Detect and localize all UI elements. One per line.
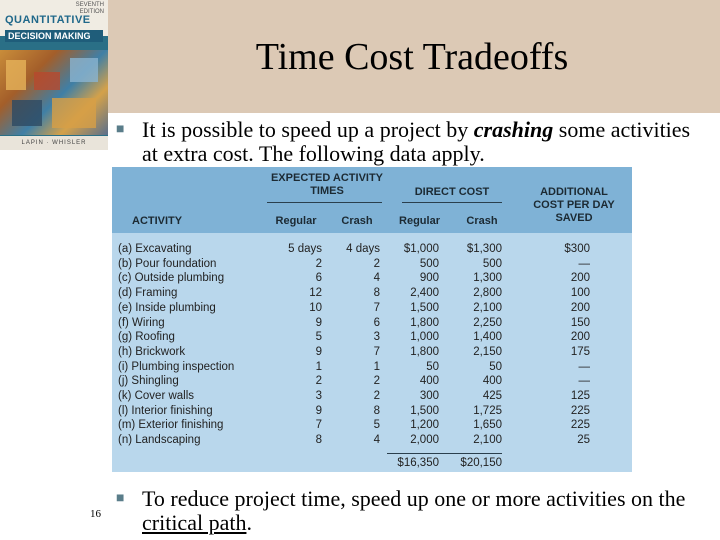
cell-regular: 1: [315, 360, 322, 373]
cell-regular: 9: [315, 404, 322, 417]
table-row: [112, 434, 632, 449]
cell-cost-crash: 2,250: [473, 316, 502, 329]
cell-activity: (f) Wiring: [118, 316, 165, 329]
book-cover-image: [0, 0, 108, 150]
header-crash-cost: Crash: [466, 215, 498, 227]
header-direct-cost: DIRECT COST: [414, 186, 490, 198]
cell-regular: 3: [315, 390, 322, 402]
table-row: [112, 331, 632, 346]
cell-crash: 1: [373, 360, 380, 373]
table-row: [112, 390, 632, 405]
book-edition: SEVENTH EDITION: [75, 2, 104, 15]
cell-additional: 125: [570, 390, 590, 402]
cell-cost-regular: 1,200: [410, 419, 439, 432]
square-bullet-icon: ■: [116, 491, 125, 506]
cell-additional: 225: [570, 419, 590, 432]
header-additional-cost: ADDITIONAL COST PER DAY SAVED: [533, 186, 615, 224]
cell-activity: (c) Outside plumbing: [118, 272, 225, 285]
square-bullet-icon: ■: [116, 122, 125, 137]
cell-cost-crash: 2,100: [473, 301, 502, 314]
cell-cost-regular: 1,500: [410, 301, 439, 314]
cell-cost-regular: 500: [419, 257, 439, 270]
cell-cost-crash: 1,650: [473, 419, 502, 432]
table-row: [112, 258, 632, 273]
cell-cost-regular: 2,400: [410, 287, 439, 300]
bullet-2-text: [142, 487, 720, 535]
cell-additional: 200: [570, 331, 590, 344]
cell-cost-crash: 400: [482, 375, 502, 388]
cell-crash: 4: [373, 272, 380, 285]
cell-cost-regular: 900: [419, 272, 439, 285]
cell-additional: $300: [564, 243, 590, 255]
bullet-1-text: [142, 118, 702, 166]
cell-additional: 100: [570, 287, 590, 300]
total-regular-cost: $16,350: [397, 457, 439, 469]
cell-cost-regular: 1,500: [410, 404, 439, 417]
cell-cost-regular: 2,000: [410, 434, 439, 447]
cell-additional: 175: [570, 345, 590, 358]
cell-crash: 7: [373, 301, 380, 314]
cell-crash: 3: [373, 331, 380, 344]
cell-regular: 7: [315, 419, 322, 432]
cell-crash: 2: [373, 257, 380, 270]
cell-regular: 2: [315, 257, 322, 270]
cell-additional: —: [578, 257, 590, 270]
table-row: [112, 243, 632, 258]
bullet-2-before: To reduce project time, speed up one or more activities on the: [142, 486, 686, 511]
cell-additional: 150: [570, 316, 590, 329]
cell-crash: 5: [373, 419, 380, 432]
table-row: [112, 317, 632, 332]
cell-activity: (k) Cover walls: [118, 390, 195, 402]
cell-cost-regular: 1,800: [410, 316, 439, 329]
header-regular-cost: Regular: [399, 215, 440, 227]
cell-crash: 8: [373, 287, 380, 300]
cell-additional: 200: [570, 272, 590, 285]
cell-crash: 7: [373, 345, 380, 358]
cell-crash: 4 days: [346, 243, 380, 255]
cell-activity: (e) Inside plumbing: [118, 301, 216, 314]
cell-activity: (i) Plumbing inspection: [118, 360, 235, 373]
cell-activity: (h) Brickwork: [118, 345, 186, 358]
cell-cost-regular: 300: [419, 390, 439, 402]
page-number: 16: [90, 508, 101, 520]
cell-cost-regular: $1,000: [403, 243, 439, 255]
cell-activity: (d) Framing: [118, 287, 178, 300]
cell-regular: 9: [315, 316, 322, 329]
cell-cost-crash: $1,300: [466, 243, 502, 255]
header-regular-time: Regular: [275, 215, 317, 227]
header-crash-time: Crash: [341, 215, 373, 227]
cell-cost-crash: 50: [489, 360, 502, 373]
cell-cost-regular: 400: [419, 375, 439, 388]
header-expected-times: EXPECTED ACTIVITY TIMES: [270, 172, 384, 197]
cell-crash: 2: [373, 390, 380, 402]
cell-cost-crash: 1,725: [473, 404, 502, 417]
cell-crash: 2: [373, 375, 380, 388]
header-activity: ACTIVITY: [132, 215, 183, 227]
cell-activity: (m) Exterior finishing: [118, 419, 224, 432]
cell-activity: (j) Shingling: [118, 375, 179, 388]
cell-cost-crash: 2,100: [473, 434, 502, 447]
cell-activity: (b) Pour foundation: [118, 257, 217, 270]
cell-regular: 5: [315, 331, 322, 344]
header-rule-expected: [267, 202, 382, 203]
bullet-2-after: .: [246, 510, 252, 535]
total-crash-cost: $20,150: [460, 457, 502, 469]
book-cover-photo: [0, 50, 108, 135]
crash-cost-table: [112, 167, 632, 472]
cell-activity: (a) Excavating: [118, 243, 192, 255]
cell-cost-crash: 2,800: [473, 287, 502, 300]
cell-additional: 225: [570, 404, 590, 417]
cell-cost-regular: 50: [426, 360, 439, 373]
cell-regular: 12: [309, 287, 322, 300]
cell-cost-crash: 500: [482, 257, 502, 270]
book-authors: LAPIN · WHISLER: [0, 136, 108, 150]
table-row: [112, 405, 632, 420]
table-row: [112, 419, 632, 434]
cell-additional: —: [578, 360, 590, 373]
cell-activity: (l) Interior finishing: [118, 404, 213, 417]
cell-regular: 6: [315, 272, 322, 285]
cell-cost-crash: 1,300: [473, 272, 502, 285]
cell-cost-crash: 2,150: [473, 345, 502, 358]
cell-additional: 200: [570, 301, 590, 314]
cell-additional: 25: [577, 434, 590, 447]
cell-activity: (g) Roofing: [118, 331, 175, 344]
cell-regular: 8: [315, 434, 322, 447]
table-row: [112, 361, 632, 376]
cell-cost-regular: 1,800: [410, 345, 439, 358]
critical-path-link: critical path: [142, 510, 247, 535]
total-rule: [387, 453, 502, 454]
table-row: [112, 272, 632, 287]
header-rule-direct: [402, 202, 502, 203]
cell-regular: 2: [315, 375, 322, 388]
cell-cost-crash: 425: [482, 390, 502, 402]
table-row: [112, 302, 632, 317]
cell-regular: 5 days: [288, 243, 322, 255]
bullet-1-after: some activities at extra cost. The following data apply.: [142, 117, 691, 166]
cell-activity: (n) Landscaping: [118, 434, 201, 447]
book-title-line1: QUANTITATIVE: [5, 14, 91, 26]
cell-crash: 8: [373, 404, 380, 417]
cell-regular: 9: [315, 345, 322, 358]
slide-title: Time Cost Tradeoffs: [255, 36, 569, 78]
book-title-line2: DECISION MAKING: [5, 30, 103, 42]
table-row: [112, 287, 632, 302]
bullet-1-emphasis: crashing: [473, 117, 554, 142]
cell-crash: 6: [373, 316, 380, 329]
table-row: [112, 346, 632, 361]
bullet-1-before: It is possible to speed up a project by: [142, 117, 474, 142]
cell-additional: —: [578, 375, 590, 388]
cell-cost-regular: 1,000: [410, 331, 439, 344]
cell-cost-crash: 1,400: [473, 331, 502, 344]
table-row: [112, 375, 632, 390]
cell-crash: 4: [373, 434, 380, 447]
cell-regular: 10: [309, 301, 322, 314]
